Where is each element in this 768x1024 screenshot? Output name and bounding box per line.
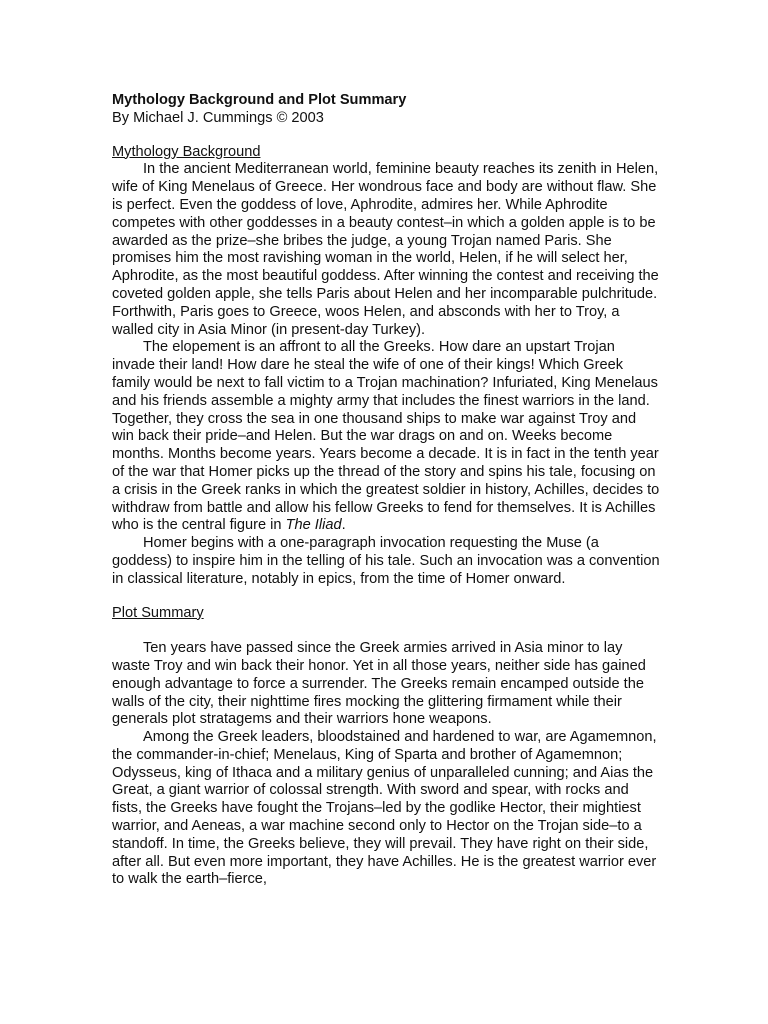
section-spacer [112, 589, 660, 605]
document-title: Mythology Background and Plot Summary [112, 92, 407, 108]
author-byline: By Michael J. Cummings © 2003 [112, 109, 324, 126]
paragraph-text: The elopement is an affront to all the Greeks. How dare an upstart Trojan invade their land! How dare he steal the wife of one of their kings! Which Greek family would be next to fall victim to a Trojan machination? Infuriated, King Menelaus and his friends assemble a mighty army that includes the finest warriors in the land. Together, they cross the sea in one thousand ships to make war against Troy and win back their pride–and Helen. But the war drags on and on. Weeks become months. Months become years. Years become a decade. It is in fact in the tenth year of the war that Homer picks up the thread of the story and spins his tale, focusing on a crisis in the Greek ranks in which the greatest soldier in history, Achilles, decides to withdraw from battle and allow his fellow Greeks to fend for themselves. It is Achilles who is the central figure in [112, 339, 660, 534]
section-heading-mythology: Mythology Background [112, 143, 261, 160]
section-spacer [112, 622, 660, 640]
paragraph: In the ancient Mediterranean world, feminine beauty reaches its zenith in Helen, wife of King Menelaus of Greece. Her wondrous face and body are without flaw. She is perfect. Even the goddess of love, Aphrodite, admires her. While Aphrodite competes with other goddesses in a beauty contest–in which a golden apple is to be awarded as the prize–she bribes the judge, a young Trojan named Paris. She promises him the most ravishing woman in the world, Helen, if he will select her, Aphrodite, as the most beautiful goddess. After winning the contest and receiving the coveted golden apple, she tells Paris about Helen and her incomparable pulchritude. Forthwith, Paris goes to Greece, woos Helen, and absconds with her to Troy, a walled city in Asia Minor (in present-day Turkey). [112, 161, 659, 338]
section-heading-plot-summary: Plot Summary [112, 604, 204, 621]
paragraph: Homer begins with a one-paragraph invocation requesting the Muse (a goddess) to inspire him in the telling of his tale. Such an invocation was a convention in classical literature, notably in epics, from the time of Homer onward. [112, 535, 660, 587]
paragraph: Among the Greek leaders, bloodstained and hardened to war, are Agamemnon, the commander-in-chief; Menelaus, King of Sparta and brother of Agamemnon; Odysseus, king of Ithaca and a military genius of unparalleled cunning; and Aias the Great, a giant warrior of colossal strength. With sword and spear, with rocks and fists, the Greeks have fought the Trojans–led by the godlike Hector, their mightiest warrior, and Aeneas, a war machine second only to Hector on the Trojan side–to a standoff. In time, the Greeks believe, they will prevail. They have right on their side, after all. But even more important, they have Achilles. He is the greatest warrior ever to walk the earth–fierce, [112, 729, 657, 888]
document-page [112, 92, 660, 889]
book-title-italic: The Iliad [285, 517, 342, 534]
paragraph [112, 339, 660, 535]
paragraph: Ten years have passed since the Greek armies arrived in Asia minor to lay waste Troy and win back their honor. Yet in all those years, neither side has gained enough advantage to force a surrender. The Greeks remain encamped outside the walls of the city, their nighttime fires mocking the glittering firmament while their generals plot stratagems and their warriors hone weapons. [112, 640, 646, 728]
paragraph-text: . [341, 517, 346, 534]
